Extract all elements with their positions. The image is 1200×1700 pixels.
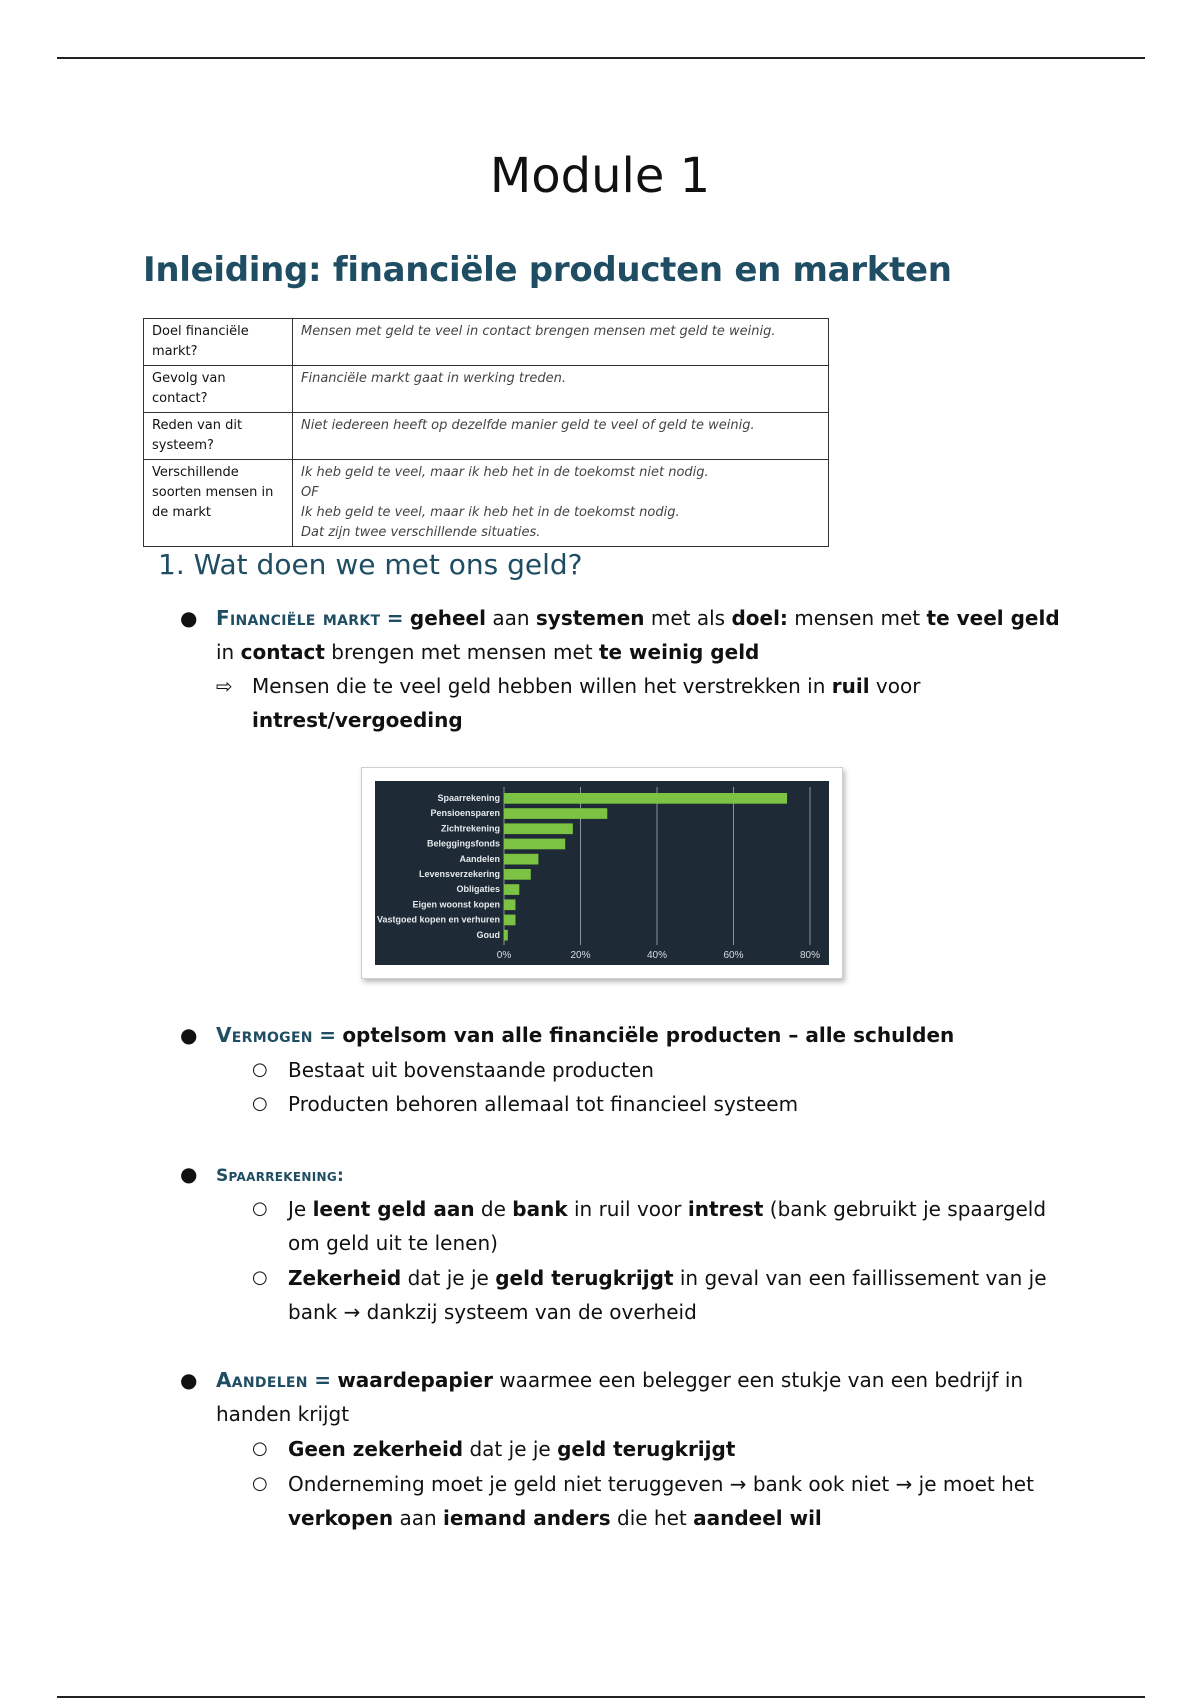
category-label: Goud — [476, 929, 500, 940]
x-tick-label: 40% — [646, 950, 668, 961]
table-row — [144, 366, 829, 413]
text-iemand-anders: iemand anders — [443, 1506, 611, 1530]
text-voor: voor — [869, 674, 921, 698]
text-contact: contact — [240, 640, 325, 664]
term-aandelen: Aandelen — [216, 1368, 308, 1392]
text-de: de — [474, 1197, 513, 1221]
text-in: in — [216, 640, 241, 664]
equals-sign: = — [314, 1368, 331, 1392]
category-label: Pensioensparen — [430, 808, 500, 819]
category-label: Vastgoed kopen en verhuren — [376, 914, 500, 925]
category-label: Eigen woonst kopen — [412, 899, 500, 910]
text-te-veel-geld: te veel geld — [926, 606, 1060, 630]
term-financiele-markt: Financiële markt — [216, 606, 381, 630]
bar — [504, 884, 519, 895]
list-item — [252, 1192, 1068, 1260]
answer-line: OF — [301, 485, 319, 500]
text-in-ruil-voor: in ruil voor — [567, 1197, 688, 1221]
text-doel: doel: — [731, 606, 788, 630]
bar — [504, 839, 565, 850]
category-label: Obligaties — [456, 884, 500, 895]
bar — [504, 823, 573, 834]
table-cell-question: Gevolg van contact? — [144, 366, 293, 413]
bullet-dot: ● — [180, 1162, 198, 1186]
answer-line: Niet iedereen heeft op dezelfde manier geld te veel of geld te weinig. — [301, 418, 755, 433]
answer-line: Dat zijn twee verschillende situaties. — [301, 525, 541, 540]
text-intrest-vergoeding: intrest/vergoeding — [252, 708, 463, 732]
table-cell-answer — [293, 319, 829, 366]
bullet-dot: ● — [180, 1023, 198, 1047]
text-mensen-die: Mensen die te veel geld hebben willen het verstrekken in — [252, 674, 832, 698]
text-aan: aan — [393, 1506, 443, 1530]
bar — [504, 793, 787, 804]
text-vermogen-item-1: Bestaat uit bovenstaande producten — [288, 1058, 654, 1082]
text-waardepapier: waardepapier — [337, 1368, 493, 1392]
text-zekerheid: Zekerheid — [288, 1266, 402, 1290]
bottom-rule — [57, 1696, 1145, 1698]
table-cell-answer — [293, 413, 829, 460]
circle-bullet: ○ — [252, 1198, 268, 1219]
text-dat-je-je: dat je je — [401, 1266, 496, 1290]
bar — [504, 869, 531, 880]
circle-bullet: ○ — [252, 1093, 268, 1114]
top-rule — [57, 57, 1145, 59]
text-waarmee-belegger: waarmee een belegger een stukje van een bedrijf in handen krijgt — [216, 1368, 1024, 1426]
text-ruil: ruil — [831, 674, 870, 698]
text-leent-geld-aan: leent geld aan — [312, 1197, 475, 1221]
equals-sign: = — [386, 606, 404, 630]
circle-bullet: ○ — [252, 1473, 268, 1494]
bar-chart — [375, 781, 829, 965]
table-cell-answer — [293, 460, 829, 547]
text-geheel: geheel — [409, 606, 486, 630]
category-label: Beleggingsfonds — [426, 838, 500, 849]
page-title: Module 1 — [489, 148, 711, 204]
text-te-weinig-geld: te weinig geld — [598, 640, 760, 664]
table-cell-answer — [293, 366, 829, 413]
circle-bullet: ○ — [252, 1267, 268, 1288]
list-item — [252, 1087, 1068, 1121]
answer-line: Ik heb geld te veel, maar ik heb het in de toekomst niet nodig. — [301, 465, 709, 480]
sub-financiele-markt — [216, 669, 982, 737]
circle-bullet: ○ — [252, 1438, 268, 1459]
list-item — [252, 1053, 1068, 1087]
category-label: Spaarrekening — [437, 793, 500, 803]
table-cell-question: Doel financiële markt? — [144, 319, 293, 366]
equals-sign: = — [319, 1023, 336, 1047]
text-faillissement: in geval van een faillissement van je bank → dankzij systeem van de overheid — [288, 1266, 1047, 1324]
x-tick-label: 20% — [570, 950, 591, 961]
text-die-het: die het — [610, 1506, 694, 1530]
section-title: Inleiding: financiële producten en markten — [143, 250, 952, 290]
bullet-dot: ● — [180, 1368, 198, 1392]
info-table — [143, 318, 829, 547]
table-row — [144, 413, 829, 460]
list-item — [252, 1467, 1078, 1535]
text-intrest: intrest — [687, 1197, 764, 1221]
text-je: Je — [288, 1197, 313, 1221]
bar — [504, 915, 515, 926]
table-cell-question: Reden van dit systeem? — [144, 413, 293, 460]
bar — [504, 899, 515, 910]
term-spaarrekening: Spaarrekening: — [216, 1166, 345, 1186]
text-mensen-met: mensen met — [787, 606, 927, 630]
bullet-spaarrekening — [180, 1157, 1076, 1193]
bar — [504, 854, 538, 865]
list-item — [252, 1261, 1068, 1329]
text-aan: aan — [485, 606, 536, 630]
x-tick-label: 0% — [496, 950, 512, 961]
text-dat-je-je: dat je je — [463, 1437, 558, 1461]
heading-wat-doen-we: 1. Wat doen we met ons geld? — [158, 548, 583, 581]
arrow-icon: ⇨ — [216, 674, 233, 698]
text-onderneming: Onderneming moet je geld niet teruggeven → bank ook niet → je moet het — [288, 1472, 1034, 1496]
category-label: Zichtrekening — [440, 823, 500, 834]
bullet-vermogen — [180, 1018, 1076, 1052]
term-vermogen: Vermogen — [216, 1023, 313, 1047]
x-tick-label: 60% — [723, 950, 744, 961]
text-met-als: met als — [644, 606, 732, 630]
text-geld-terugkrijgt: geld terugkrijgt — [557, 1437, 736, 1461]
answer-line: Financiële markt gaat in werking treden. — [301, 371, 566, 386]
circle-bullet: ○ — [252, 1059, 268, 1080]
table-row — [144, 460, 829, 547]
bar — [504, 808, 607, 819]
text-systemen: systemen — [535, 606, 645, 630]
bullet-aandelen — [180, 1363, 1076, 1431]
text-brengen-met: brengen met mensen met — [324, 640, 599, 664]
answer-line: Mensen met geld te veel in contact brengen mensen met geld te weinig. — [301, 324, 776, 339]
text-vermogen-item-2: Producten behoren allemaal tot financieel systeem — [288, 1092, 799, 1116]
category-label: Levensverzekering — [418, 869, 500, 879]
bullet-financiele-markt — [180, 601, 1076, 669]
table-cell-question: Verschillende soorten mensen in de markt — [144, 460, 293, 547]
table-row — [144, 319, 829, 366]
text-bank-gebruikt: (bank gebruikt je spaargeld om geld uit te lenen) — [288, 1197, 1047, 1255]
list-item — [252, 1432, 1068, 1466]
chart-frame — [361, 767, 843, 979]
category-label: Aandelen — [459, 853, 500, 864]
x-tick-label: 80% — [799, 950, 821, 961]
answer-line: Ik heb geld te veel, maar ik heb het in de toekomst nodig. — [301, 505, 680, 520]
bullet-dot: ● — [180, 606, 198, 630]
bar — [504, 930, 508, 941]
text-vermogen-definitie: optelsom van alle financiële producten – alle schulden — [342, 1023, 955, 1047]
text-geen-zekerheid: Geen zekerheid — [288, 1437, 464, 1461]
text-verkopen: verkopen — [288, 1506, 394, 1530]
text-bank: bank — [512, 1197, 568, 1221]
text-geld-terugkrijgt: geld terugkrijgt — [495, 1266, 674, 1290]
text-aandeel-wil: aandeel wil — [693, 1506, 822, 1530]
